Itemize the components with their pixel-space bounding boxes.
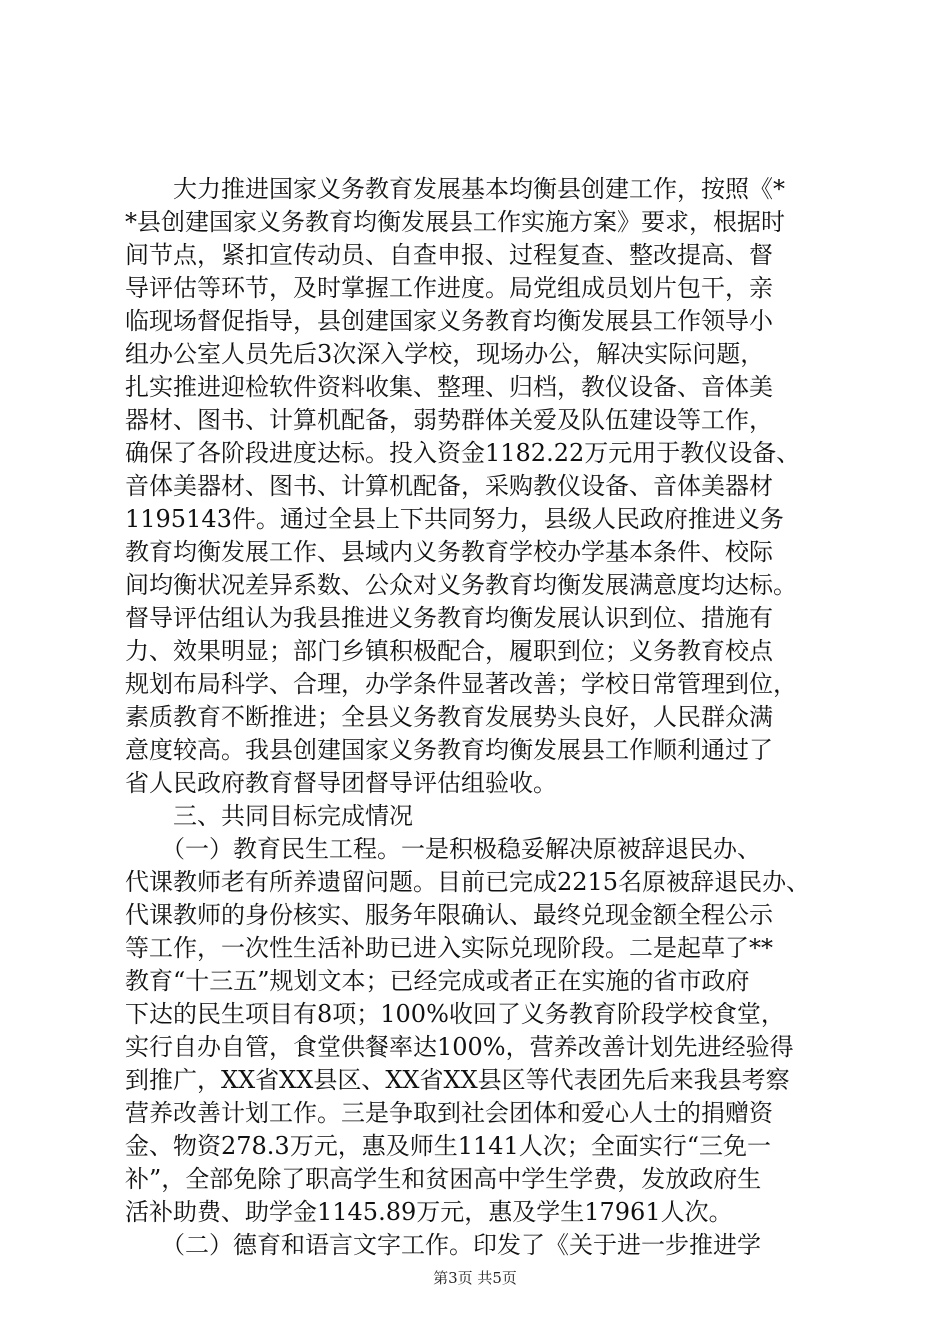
text-line: 导评估等环节，及时掌握工作进度。局党组成员划片包干，亲 [125,274,773,302]
text-line: 补”，全部免除了职高学生和贫困高中学生学费，发放政府生 [125,1165,762,1193]
text-line: 代课教师老有所养遗留问题。目前已完成2215名原被辞退民办、 [125,868,811,896]
text-line: 临现场督促指导，县创建国家义务教育均衡发展县工作领导小 [125,307,773,335]
text-line: （一）教育民生工程。一是积极稳妥解决原被辞退民办、 [125,835,761,863]
page-number-footer: 第3页 共5页 [433,1269,517,1287]
text-line: 活补助费、助学金1145.89万元，惠及学生17961人次。 [125,1198,733,1226]
text-line: 督导评估组认为我县推进义务教育均衡发展认识到位、措施有 [125,604,773,632]
text-line: 省人民政府教育督导团督导评估组验收。 [125,769,557,797]
section-heading: 三、共同目标完成情况 [125,802,413,830]
text-line: 确保了各阶段进度达标。投入资金1182.22万元用于教仪设备、 [125,439,801,467]
text-line: 间节点，紧扣宣传动员、自查申报、过程复查、整改提高、督 [125,241,773,269]
text-line: 下达的民生项目有8项；100%收回了义务教育阶段学校食堂， [125,1000,785,1028]
text-line: 大力推进国家义务教育发展基本均衡县创建工作，按照《* [125,175,785,203]
text-line: 实行自办自管，食堂供餐率达100%，营养改善计划先进经验得 [125,1033,794,1061]
text-line: 1195143件。通过全县上下共同努力，县级人民政府推进义务 [125,505,784,533]
text-line: （二）德育和语言文字工作。印发了《关于进一步推进学 [125,1231,761,1259]
text-line: 金、物资278.3万元，惠及师生1141人次；全面实行“三免一 [125,1132,772,1160]
text-line: 等工作，一次性生活补助已进入实际兑现阶段。二是起草了** [125,934,773,962]
text-line: 教育“十三五”规划文本；已经完成或者正在实施的省市政府 [125,967,750,995]
text-line: 到推广，XX省XX县区、XX省XX县区等代表团先后来我县考察 [125,1066,790,1094]
text-line: 规划布局科学、合理，办学条件显著改善；学校日常管理到位， [125,670,797,698]
text-line: 意度较高。我县创建国家义务教育均衡发展县工作顺利通过了 [125,736,773,764]
text-line: 教育均衡发展工作、县域内义务教育学校办学基本条件、校际 [125,538,773,566]
text-line: 力、效果明显；部门乡镇积极配合，履职到位；义务教育校点 [125,637,773,665]
text-line: 音体美器材、图书、计算机配备，采购教仪设备、音体美器材 [125,472,773,500]
text-line: 营养改善计划工作。三是争取到社会团体和爱心人士的捐赠资 [125,1099,773,1127]
text-line: 器材、图书、计算机配备，弱势群体关爱及队伍建设等工作， [125,406,773,434]
text-line: 代课教师的身份核实、服务年限确认、最终兑现金额全程公示 [125,901,773,929]
text-line: 素质教育不断推进；全县义务教育发展势头良好，人民群众满 [125,703,773,731]
text-line: 扎实推进迎检软件资料收集、整理、归档，教仪设备、音体美 [125,373,773,401]
text-line: 组办公室人员先后3次深入学校，现场办公，解决实际问题， [125,340,765,368]
text-line: *县创建国家义务教育均衡发展县工作实施方案》要求，根据时 [125,208,785,236]
text-line: 间均衡状况差异系数、公众对义务教育均衡发展满意度均达标。 [125,571,797,599]
